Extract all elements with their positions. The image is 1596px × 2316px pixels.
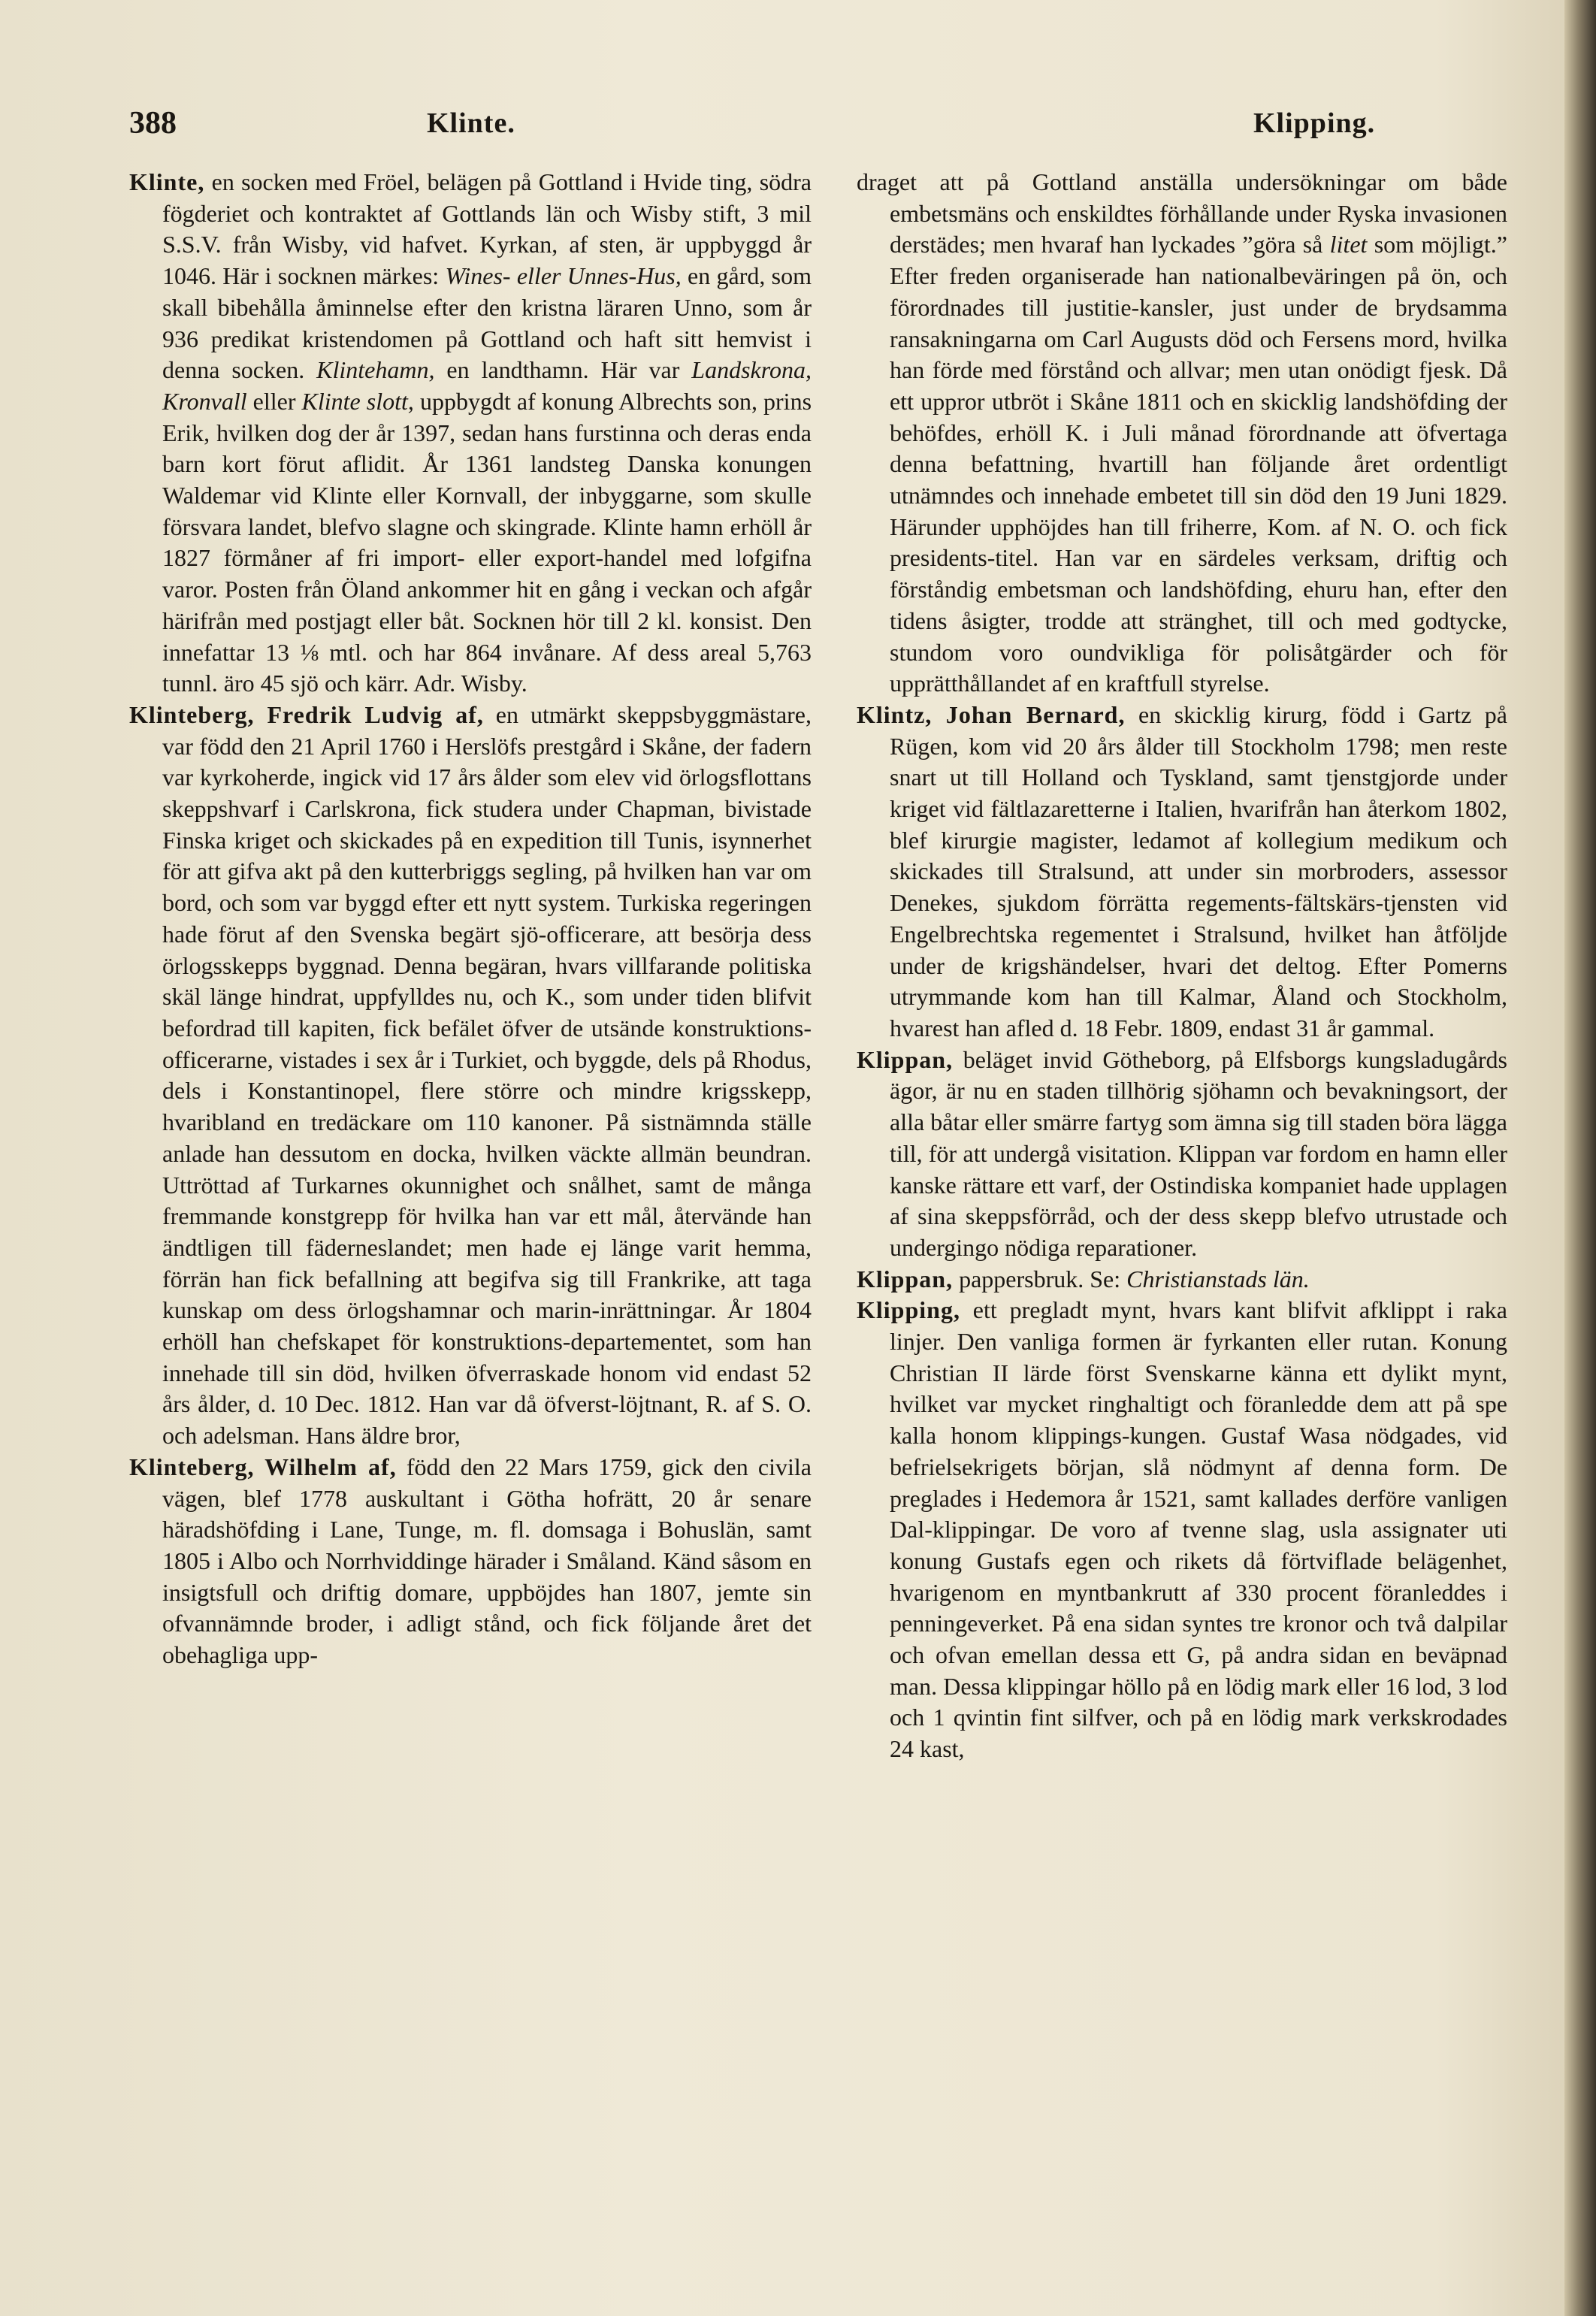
dictionary-entry (857, 1264, 1507, 1296)
entry-text: eller (246, 387, 302, 415)
italic-text: Christianstads län. (1126, 1265, 1310, 1293)
right-column (857, 167, 1507, 1765)
dictionary-entry (129, 167, 812, 700)
entry-text: en gård, som skall bibehålla åminnelse efter den kristna läraren Unno, som år 936 predikat kristendomen på Gottland och haft sitt hemvist i denna socken. (162, 262, 812, 384)
entry-text: beläget invid Götheborg, på Elfsborgs kungsladugårds ägor, är nu en staden tillhörig sjöhamn och bevakningsort, der alla båtar eller smärre fartyg som ämna sig till staden böra lägga till, för att undergå visitation. Klippan var fordom en hamn eller kanske rättare ett varf, der Ostindiska kompaniet hade upplagen af sina skeppsförråd, och der dess skepp blefvo utrustade och undergingo nödiga reparationer. (890, 1045, 1507, 1261)
entry-headword: Klippan, (857, 1265, 954, 1293)
italic-text: Landskrona, Kronvall (162, 356, 812, 415)
entry-text: född den 22 Mars 1759, gick den civila vägen, blef 1778 auskultant i Götha hofrätt, 20 år senare häradshöfding i Lane, Tunge, m. fl. domsaga i Bohuslän, samt 1805 i Albo och Norrhviddinge härader i Småland. Känd såsom en insigtsfull och driftig domare, uppböjdes han 1807, jemte sin ofvannämnde broder, i adligt stånd, och fick följande året det obehagliga upp- (162, 1453, 812, 1669)
entry-headword: Klipping, (857, 1296, 960, 1324)
entry-continuation (857, 167, 1507, 700)
entry-text: ett pregladt mynt, hvars kant blifvit afklippt i raka linjer. Den vanliga formen är fyrkanten eller rutan. Konung Christian II lärde först Svenskarne känna ett dylikt mynt, hvilket var mycket ringhaltigt och föranledde dem att på spe kalla honom klippings-kungen. Gustaf Wasa nödgades, vid befrielsekrigets början, slå nödmynt af denna form. De preglades i Hedemora år 1521, samt kallades derföre vanligen Dal-klippingar. De voro af tvenne slag, usla assignater uti konung Gustafs egen och rikets då förtviflade belägenhet, hvarigenom en myntbankrutt af 330 procent föranleddes i penningeverket. På ena sidan syntes tre kronor och två dalpilar och ofvan emellan dessa ett G, på andra sidan en beväpnad man. Dessa klippingar höllo på en lödig mark eller 16 lod, 3 lod och 1 qvintin fint silfver, och på en lödig mark verkskrodades 24 kast, (890, 1296, 1507, 1763)
entry-text: uppbygdt af konung Albrechts son, prins Erik, hvilken dog der år 1397, sedan hans furstinna och deras enda barn kort förut aflidit. År 1361 landsteg Danska konungen Waldemar vid Klinte eller Kornvall, der inbyggarne, som skulle försvara landet, blefvo slagne och skingrade. Klinte hamn erhöll år 1827 förmåner af fri import- eller export-handel med lofgifna varor. Posten från Öland ankommer hit en gång i veckan och afgår härifrån med postjagt eller båt. Socknen hör till 2 kl. konsist. Den innefattar 13 ⅛ mtl. och har 864 invånare. Af dess areal 5,763 tunnl. äro 45 sjö och kärr. Adr. Wisby. (162, 387, 812, 697)
entry-text: en skicklig kirurg, född i Gartz på Rügen, kom vid 20 års ålder till Stockholm 1798; men reste snart ut till Holland och Tyskland, samt tjenstgjorde under kriget vid fältlazaretterne i Italien, hvarifrån han återkom 1802, blef kirurgie magister, ledamot af kollegium medikum och skickades till Stralsund, att under sin morbroders, assessor Denekes, sjukdom förrätta regements-fältskärs-tjensten vid Engelbrechtska regementet i Stralsund, hvilket han åtföljde under de krigshändelser, hvari det deltog. Efter Pomerns utrymmande kom han till Kalmar, Åland och Stockholm, hvarest han afled d. 18 Febr. 1809, endast 31 år gammal. (890, 700, 1508, 1042)
entry-text: en landthamn. Här var (434, 356, 692, 384)
dictionary-entry (857, 700, 1507, 1045)
entry-text: pappersbruk. Se: (953, 1265, 1127, 1293)
entry-headword: Klinte, (129, 168, 205, 195)
entry-text: draget att på Gottland anställa undersökningar om både embetsmäns och enskildtes förhållande under Ryska invasionen derstädes; men hvaraf han lyckades ”göra så (857, 168, 1507, 259)
italic-text: litet (1329, 231, 1368, 259)
dictionary-entry (857, 1295, 1507, 1765)
page-number: 388 (129, 106, 177, 141)
entry-headword: Klinteberg, Wilhelm af, (129, 1453, 397, 1480)
italic-text: Klinte slott, (301, 387, 414, 415)
italic-text: Wines- eller Unnes-Hus, (445, 262, 682, 290)
entry-text: en socken med Fröel, belägen på Gottland i Hvide ting, södra fögderiet och kontraktet af Gottlands län och Wisby stift, 3 mil S.S.V. från Wisby, vid hafvet. Kyrkan, af sten, är uppbyggd år 1046. Här i socknen märkes: (162, 168, 812, 290)
dictionary-entry (129, 700, 812, 1452)
dictionary-entry (857, 1045, 1507, 1264)
header-right-word: Klipping. (1253, 107, 1376, 139)
italic-text: Klintehamn, (316, 356, 435, 384)
left-column (129, 167, 812, 1671)
entry-text: en utmärkt skeppsbyggmästare, var född den 21 April 1760 i Herslöfs prestgård i Skåne, der fadern var kyrkoherde, ingick vid 17 års ålder som elev vid örlogsflottans skeppshvarf i Carlskrona, fick studera under Chapman, bivistade Finska kriget och skickades på en expedition till Tunis, isynnerhet för att gifva akt på den kutterbriggs segling, på hvilken han var om bord, och som var byggd efter ett nytt system. Turkiska regeringen hade förut af den Svenska begärt sjö-officerare, att besörja dess örlogsskepps byggnad. Denna begäran, hvars villfarande politiska skäl länge hindrat, uppfylldes nu, och K., som under tiden blifvit befordrad till kapiten, fick befälet öfver de utsände konstruktions-officerarne, vistades i sex år i Turkiet, och byggde, dels på Rhodus, dels i Konstantinopel, flere större och mindre krigsskepp, hvaribland en tredäckare om 110 kanoner. På sistnämnda ställe anlade han dessutom en docka, hvilken väckte allmän beundran. Uttröttad af Turkarnes okunnighet och snålhet, samt de många fremmande konstgrepp för hvilka han var ett mål, återvände han ändtligen till fäderneslandet; men hade ej länge varit hemma, förrän han fick befallning att begifva sig till Frankrike, att taga kunskap om dess örlogshamnar och marin-inrättningar. År 1804 erhöll han chefskapet för konstruktions-departementet, som han innehade till sin död, hvilken öfverraskade honom vid endast 52 års ålder, d. 10 Dec. 1812. Han var då öfverst-löjtnant, R. af S. O. och adelsman. Hans äldre bror, (162, 700, 812, 1450)
entry-headword: Klinteberg, Fredrik Ludvig af, (129, 700, 484, 728)
entry-headword: Klintz, Johan Bernard, (857, 700, 1126, 728)
page-edge (1564, 0, 1596, 2316)
dictionary-entry (129, 1452, 812, 1671)
entry-text: som möjligt.” Efter freden organiserade han nationalbeväringen på ön, och förordnades till justitie-kansler, just under de brydsamma ransakningarna om Carl Augusts död och Fersens mord, hvilka han förde med förstånd och allvar; men utan onödigt fjesk. Då ett uppror utbröt i Skåne 1811 och en skicklig landshöfding der behöfdes, erhöll K. i Juli månad förordnande att öfvertaga denna befattning, hvartill han följande året ordentligt utnämndes och innehade embetet till sin död den 19 Juni 1829. Härunder upphöjdes han till friherre, Kom. af N. O. och fick presidents-titel. Han var en särdeles verksam, driftig och förståndig embetsman och landshöfding, ehuru han, efter den tidens åsigter, trodde att stränghet, till och med godtycke, stundom voro oundvikliga för polisåtgärder och för upprätthållandet af en kraftfull styrelse. (890, 231, 1508, 697)
header-left-word: Klinte. (427, 107, 515, 139)
entry-headword: Klippan, (857, 1045, 954, 1073)
running-header (129, 105, 1497, 150)
